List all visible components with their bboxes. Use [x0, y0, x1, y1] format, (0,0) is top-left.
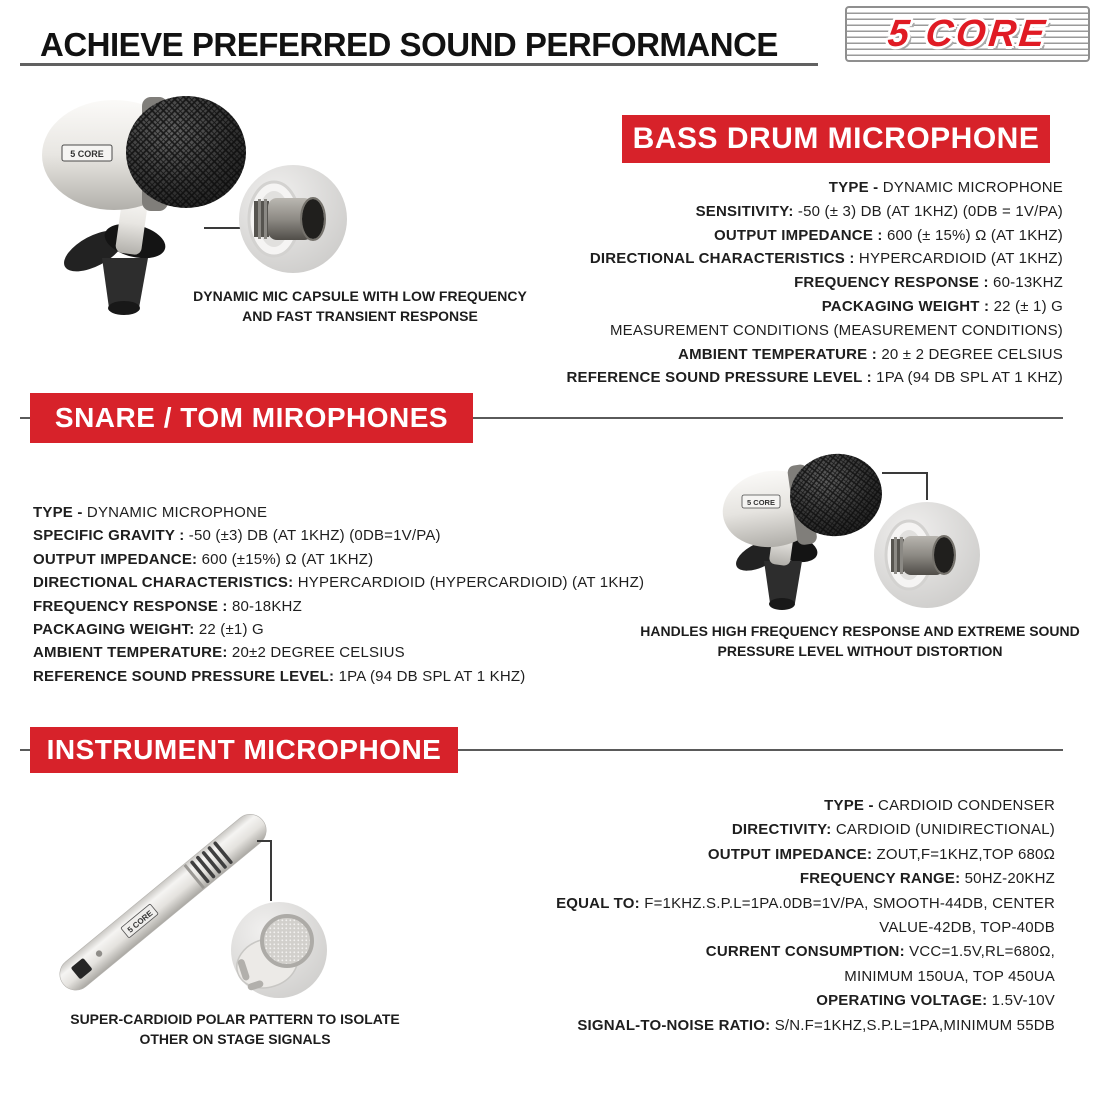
spec-value: F=1KHZ.S.P.L=1PA.0DB=1V/PA, SMOOTH-44DB, CENTER	[644, 894, 1055, 912]
snare-tom-image-caption	[640, 622, 1080, 661]
spec-value: HYPERCARDIOID (AT 1KHZ)	[858, 250, 1063, 268]
capsule-inset	[874, 502, 980, 608]
spec-label: DIRECTIONAL CHARACTERISTICS:	[33, 574, 298, 592]
mic-brand-text: 5 CORE	[70, 149, 104, 159]
spec-value: MEASUREMENT CONDITIONS (MEASUREMENT CONDITIONS)	[609, 321, 1063, 339]
capsule-inset	[230, 902, 327, 998]
mic-grille	[126, 96, 246, 208]
callout-line	[257, 841, 271, 901]
spec-line	[556, 965, 1055, 989]
brand-logo-text: 5 CORE	[885, 12, 1050, 55]
spec-label: PACKAGING WEIGHT:	[33, 621, 199, 639]
spec-line	[556, 940, 1055, 964]
spec-line	[33, 641, 644, 664]
mic-clip-icon	[58, 218, 169, 315]
spec-value: 1.5V-10V	[991, 992, 1055, 1010]
title-underline	[20, 63, 818, 66]
spec-value: 1PA (94 DB SPL AT 1 KHZ)	[338, 667, 526, 685]
spec-label: SPECIFIC GRAVITY :	[33, 527, 189, 545]
banner-label: INSTRUMENT MICROPHONE	[46, 734, 442, 765]
instrument-image-caption	[55, 1010, 415, 1049]
spec-line	[566, 224, 1063, 248]
spec-value: -50 (± 3) DB (AT 1KHZ) (0DB = 1V/PA)	[797, 202, 1063, 220]
spec-line	[566, 295, 1063, 319]
mic-brand-text: 5 CORE	[125, 908, 155, 935]
spec-line	[556, 989, 1055, 1013]
snare-tom-specs	[33, 501, 644, 688]
spec-value: DYNAMIC MICROPHONE	[882, 179, 1063, 196]
spec-line	[556, 916, 1055, 940]
spec-label: OUTPUT IMPEDANCE:	[707, 845, 877, 863]
spec-label: FREQUENCY RESPONSE :	[794, 274, 994, 292]
spec-value: DYNAMIC MICROPHONE	[86, 504, 268, 521]
spec-line	[556, 818, 1055, 842]
spec-line	[566, 319, 1063, 343]
spec-line	[33, 524, 644, 547]
banner-label: BASS DRUM MICROPHONE	[632, 122, 1040, 155]
spec-label: FREQUENCY RESPONSE :	[33, 597, 232, 615]
spec-label: OPERATING VOLTAGE:	[816, 992, 992, 1010]
snare-tom-mic-image	[650, 443, 1080, 633]
spec-value: 20±2 DEGREE CELSIUS	[231, 644, 405, 662]
spec-value: ZOUT,F=1KHZ,TOP 680Ω	[876, 845, 1055, 863]
spec-label: OUTPUT IMPEDANCE :	[713, 226, 887, 244]
spec-line	[556, 794, 1055, 818]
capsule-inset	[239, 165, 347, 273]
spec-line	[33, 618, 644, 641]
spec-value: VALUE-42DB, TOP-40DB	[879, 919, 1055, 937]
spec-value: 22 (± 1) G	[993, 297, 1063, 315]
instrument-banner	[30, 727, 458, 773]
spec-value: 20 ± 2 DEGREE CELSIUS	[881, 345, 1063, 363]
spec-label: TYPE -	[828, 179, 883, 196]
spec-line	[33, 665, 644, 688]
spec-line	[566, 271, 1063, 295]
mic-brand-label	[62, 145, 112, 161]
spec-label: CURRENT CONSUMPTION:	[705, 943, 910, 961]
spec-line	[566, 343, 1063, 367]
spec-label: DIRECTIVITY:	[731, 821, 836, 839]
caption-line: PRESSURE LEVEL WITHOUT DISTORTION	[717, 642, 1003, 659]
spec-value: 1PA (94 DB SPL AT 1 KHZ)	[876, 369, 1063, 387]
spec-label: SENSITIVITY:	[695, 202, 798, 220]
spec-value: CARDIOID (UNIDIRECTIONAL)	[835, 821, 1055, 839]
spec-line	[33, 571, 644, 594]
page-title: ACHIEVE PREFERRED SOUND PERFORMANCE	[40, 26, 778, 63]
spec-line	[566, 247, 1063, 271]
callout-line	[882, 473, 927, 500]
spec-label: TYPE -	[33, 504, 87, 521]
spec-line	[566, 366, 1063, 390]
spec-label: SIGNAL-TO-NOISE RATIO:	[577, 1016, 775, 1034]
capsule-icon	[254, 198, 325, 240]
caption-line: SUPER-CARDIOID POLAR PATTERN TO ISOLATE	[70, 1011, 400, 1027]
mic-brand-label	[742, 495, 780, 508]
mic-brand-text: 5 CORE	[747, 498, 775, 507]
spec-label: OUTPUT IMPEDANCE:	[33, 550, 202, 568]
spec-line	[556, 843, 1055, 867]
spec-line	[33, 501, 644, 524]
instrument-mic-image	[25, 783, 355, 1018]
spec-value: 50HZ-20KHZ	[964, 870, 1055, 888]
spec-line	[566, 176, 1063, 200]
spec-label: DIRECTIONAL CHARACTERISTICS :	[589, 250, 859, 268]
spec-label: AMBIENT TEMPERATURE:	[33, 644, 232, 662]
spec-value: S/N.F=1KHZ,S.P.L=1PA,MINIMUM 55DB	[774, 1016, 1055, 1034]
bass-drum-specs	[566, 176, 1063, 390]
spec-label: FREQUENCY RANGE:	[799, 870, 965, 888]
instrument-specs	[556, 794, 1055, 1038]
snare-tom-banner	[30, 393, 473, 443]
spec-line	[556, 892, 1055, 916]
spec-label: AMBIENT TEMPERATURE :	[678, 345, 882, 363]
caption-line: HANDLES HIGH FREQUENCY RESPONSE AND EXTREME SOUND	[640, 623, 1080, 639]
spec-value: 80-18KHZ	[231, 597, 302, 615]
spec-value: 60-13KHZ	[993, 274, 1063, 292]
spec-value: HYPERCARDIOID (HYPERCARDIOID) (AT 1KHZ)	[297, 574, 645, 592]
spec-label: REFERENCE SOUND PRESSURE LEVEL:	[33, 667, 339, 685]
bass-drum-image-caption	[185, 287, 535, 326]
spec-label: TYPE -	[824, 797, 879, 814]
spec-value: MINIMUM 150UA, TOP 450UA	[844, 967, 1055, 985]
capsule-icon	[891, 536, 955, 575]
brand-logo	[845, 6, 1090, 62]
spec-label: EQUAL TO:	[556, 894, 645, 912]
caption-line: OTHER ON STAGE SIGNALS	[139, 1030, 331, 1047]
spec-line	[556, 867, 1055, 891]
spec-value: 22 (±1) G	[198, 621, 264, 639]
spec-line	[33, 595, 644, 618]
caption-line: AND FAST TRANSIENT RESPONSE	[242, 307, 478, 324]
spec-value: 600 (±15%) Ω (AT 1KHZ)	[201, 550, 374, 568]
spec-line	[556, 1014, 1055, 1038]
spec-value: CARDIOID CONDENSER	[878, 797, 1055, 814]
spec-line	[33, 548, 644, 571]
spec-label: REFERENCE SOUND PRESSURE LEVEL :	[566, 369, 877, 387]
spec-value: -50 (±3) DB (AT 1KHZ) (0DB=1V/PA)	[188, 527, 441, 545]
spec-line	[566, 200, 1063, 224]
spec-value: VCC=1.5V,RL=680Ω,	[909, 943, 1055, 961]
caption-line: DYNAMIC MIC CAPSULE WITH LOW FREQUENCY	[193, 288, 527, 304]
bass-drum-banner	[622, 115, 1050, 163]
banner-label: SNARE / TOM MIROPHONES	[54, 402, 449, 433]
spec-label: PACKAGING WEIGHT :	[821, 297, 994, 315]
spec-value: 600 (± 15%) Ω (AT 1KHZ)	[886, 226, 1063, 244]
capsule-mesh-icon	[262, 916, 312, 966]
